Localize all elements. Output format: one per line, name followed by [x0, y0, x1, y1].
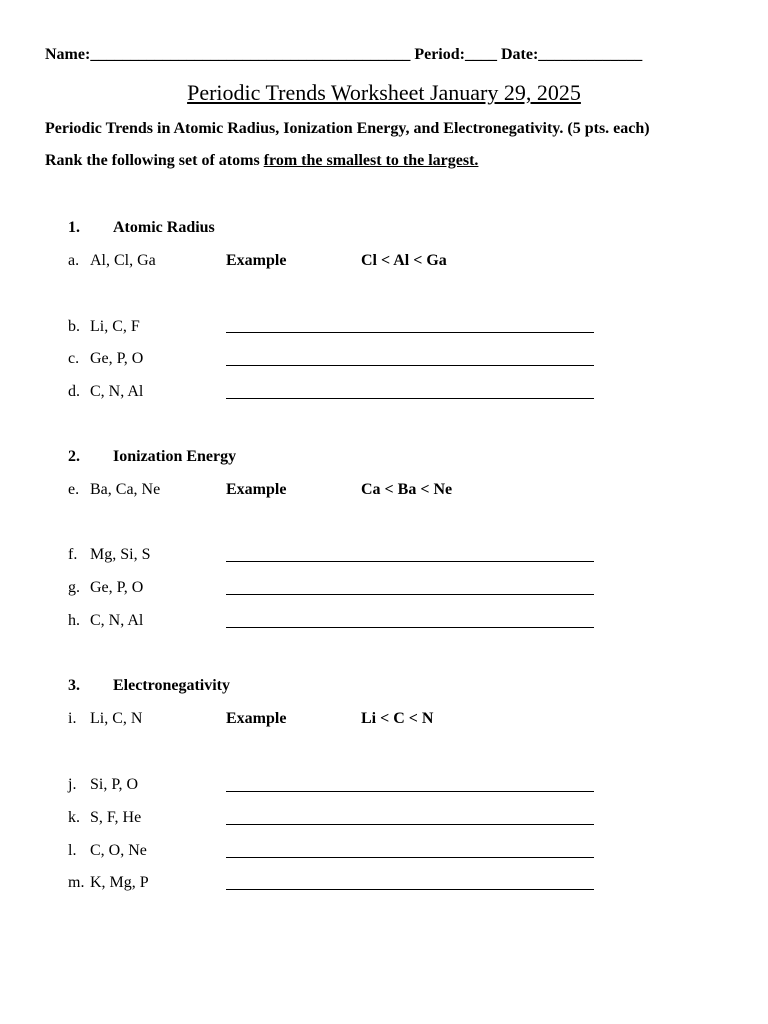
answer-line[interactable] [226, 791, 594, 792]
question-letter: f. [68, 546, 78, 563]
example-answer: Ca < Ba < Ne [361, 481, 453, 498]
period-label: Period: [414, 46, 465, 63]
answer-line[interactable] [226, 857, 594, 858]
period-field[interactable]: ____ [464, 46, 497, 63]
question-letter: c. [68, 350, 80, 367]
answer-line[interactable] [226, 889, 594, 890]
example-answer: Li < C < N [361, 710, 434, 727]
question-letter: a. [68, 252, 80, 269]
question-atoms: S, F, He [90, 809, 142, 826]
section-title: Atomic Radius [113, 219, 215, 236]
question-letter: b. [68, 318, 80, 335]
question-letter: h. [68, 612, 80, 629]
question-atoms: Ba, Ca, Ne [90, 481, 161, 498]
example-label: Example [226, 710, 287, 727]
date-label: Date: [500, 46, 539, 63]
answer-line[interactable] [226, 332, 594, 333]
name-label: Name: [45, 46, 91, 63]
question-letter: j. [68, 776, 77, 793]
question-atoms: Mg, Si, S [90, 546, 151, 563]
question-atoms: C, N, Al [90, 612, 144, 629]
answer-line[interactable] [226, 365, 594, 366]
question-letter: k. [68, 809, 80, 826]
section-number: 1. [68, 219, 80, 236]
question-letter: g. [68, 579, 80, 596]
instruction-emphasis: from the smallest to the largest. [263, 152, 479, 169]
question-letter: d. [68, 383, 80, 400]
question-atoms: Ge, P, O [90, 350, 144, 367]
question-atoms: Li, C, N [90, 710, 143, 727]
answer-line[interactable] [226, 627, 594, 628]
question-atoms: Ge, P, O [90, 579, 144, 596]
answer-line[interactable] [226, 824, 594, 825]
instruction [45, 152, 478, 170]
question-letter: m. [68, 874, 85, 891]
worksheet-subtitle: Periodic Trends in Atomic Radius, Ionization Energy, and Electronegativity. (5 pts. each) [45, 120, 650, 137]
question-letter: i. [68, 710, 77, 727]
example-label: Example [226, 481, 287, 498]
answer-line[interactable] [226, 561, 594, 562]
name-field[interactable]: ________________________________________ [90, 46, 411, 63]
section-number: 2. [68, 448, 80, 465]
question-atoms: C, O, Ne [90, 842, 147, 859]
worksheet-title: Periodic Trends Worksheet January 29, 2025 [187, 80, 581, 105]
answer-line[interactable] [226, 594, 594, 595]
question-letter: l. [68, 842, 77, 859]
question-atoms: Li, C, F [90, 318, 140, 335]
date-field[interactable]: _____________ [538, 46, 643, 63]
section-title: Electronegativity [113, 677, 231, 694]
question-atoms: C, N, Al [90, 383, 144, 400]
instruction-text: Rank the following set of atoms [45, 152, 264, 169]
answer-line[interactable] [226, 398, 594, 399]
question-atoms: Si, P, O [90, 776, 139, 793]
question-letter: e. [68, 481, 80, 498]
example-answer: Cl < Al < Ga [361, 252, 447, 269]
section-title: Ionization Energy [113, 448, 237, 465]
question-atoms: Al, Cl, Ga [90, 252, 156, 269]
question-atoms: K, Mg, P [90, 874, 149, 891]
example-label: Example [226, 252, 287, 269]
student-info-line [45, 46, 642, 64]
section-number: 3. [68, 677, 80, 694]
